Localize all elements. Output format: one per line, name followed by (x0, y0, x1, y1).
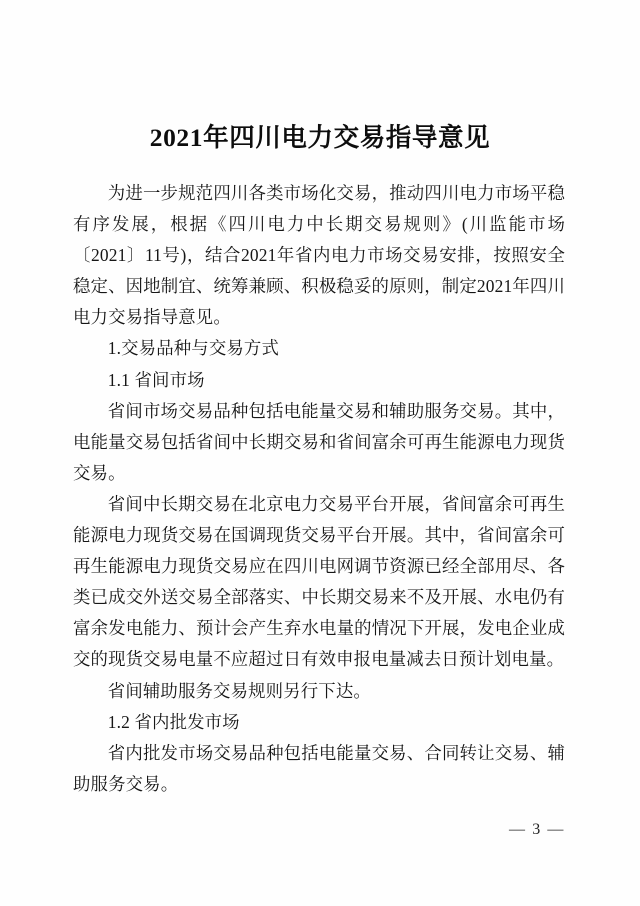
paragraph-inter-provincial-platforms: 省间中长期交易在北京电力交易平台开展，省间富余可再生能源电力现货交易在国调现货交易平台开展。其中，省间富余可再生能源电力现货交易应在四川电网调节资源已经全部用尽、各类已成交外送交易全部落实、中长期交易来不及开展、水电仍有富余发电能力、预计会产生弃水电量的情况下开展，发电企业成交的现货交易电量不应超过日有效申报电量减去日预计划电量。 (73, 493, 565, 670)
paragraph-intra-provincial-varieties: 省内批发市场交易品种包括电能量交易、合同转让交易、辅助服务交易。 (73, 742, 565, 794)
paragraph-inter-provincial-ancillary-rules: 省间辅助服务交易规则另行下达。 (107, 680, 371, 701)
heading-1-trading-varieties-and-methods: 1.交易品种与交易方式 (107, 338, 280, 359)
page-title: 2021年四川电力交易指导意见 (149, 123, 491, 153)
paragraph-purpose-basis: 为进一步规范四川各类市场化交易，推动四川电力市场平稳有序发展，根据《四川电力中长期交易规则》(川监能市场〔2021〕11号)，结合2021年省内电力市场交易安排，按照安全稳定、因地制宜、统筹兼顾、积极稳妥的原则，制定2021年四川电力交易指导意见。 (73, 183, 565, 328)
paragraph-inter-provincial-varieties: 省间市场交易品种包括电能量交易和辅助服务交易。其中，电能量交易包括省间中长期交易和省间富余可再生能源电力现货交易。 (73, 400, 565, 483)
document-body (73, 178, 565, 800)
page-number: — 3 — (509, 821, 565, 838)
heading-1-2-intra-provincial-wholesale-market: 1.2 省内批发市场 (107, 711, 240, 732)
heading-1-1-inter-provincial-market: 1.1 省间市场 (107, 369, 205, 390)
